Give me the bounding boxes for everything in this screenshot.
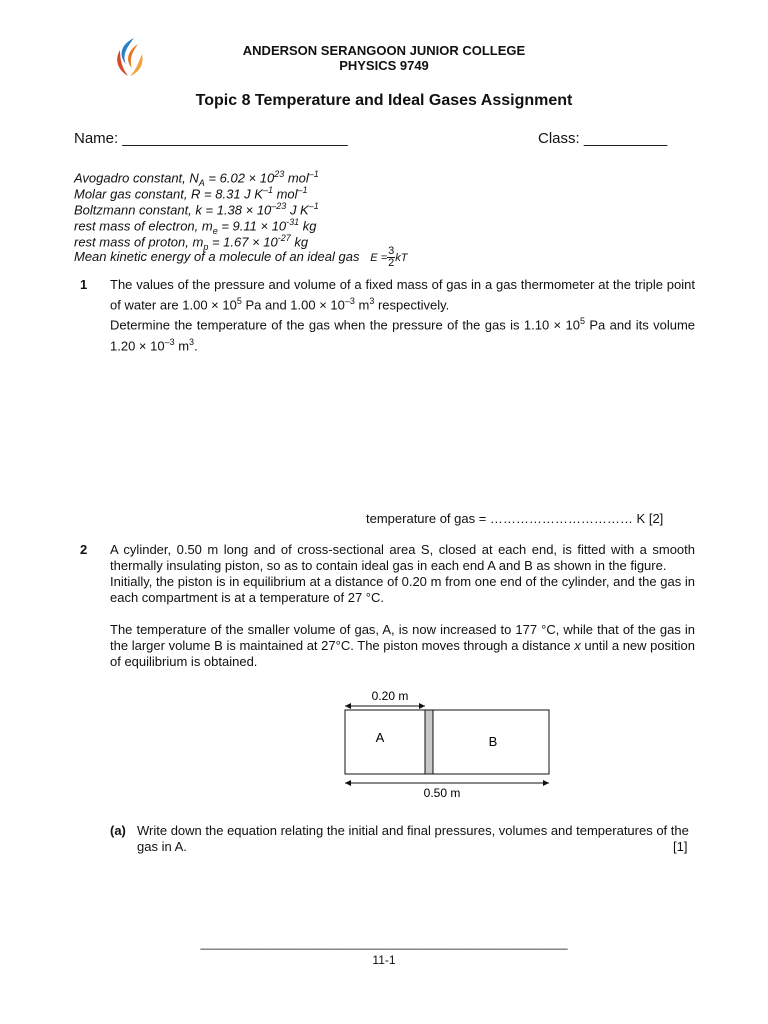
- kinetic-energy-formula: Mean kinetic energy of a molecule of an ideal gas E = $\frac{3}{2}$ kT: [74, 245, 408, 269]
- part-a-text: Write down the equation relating the initial and final pressures, volumes and temperatures of the gas in A.: [137, 823, 689, 854]
- cylinder-figure: [336, 686, 560, 802]
- proton-mass: rest mass of proton, $m_p = 1.67 \times 10^{-27}$ kg: [74, 233, 309, 252]
- school-header: [0, 43, 768, 73]
- compartment-a-label: A: [375, 730, 385, 745]
- figure-top-label: 0.20 m: [371, 689, 409, 703]
- part-a-marks: [1]: [673, 839, 688, 854]
- footer-rule: _______________________________________________________: [200, 936, 568, 950]
- fraction: $\frac{3}{2}$: [388, 245, 395, 269]
- question-2-para1: A cylinder, 0.50 m long and of cross-sectional area S, closed at each end, is fitted with a smooth thermally insulating piston, so as to contain ideal gas in each end A and B as shown in the figure.: [110, 542, 695, 573]
- boltzmann-constant: Boltzmann constant, $k = 1.38 \times 10^{-23}$ J $K^{-1}$: [74, 201, 319, 218]
- top-arrow-left: [345, 703, 351, 709]
- question-2-text: [110, 542, 695, 670]
- bottom-arrow-left: [345, 780, 351, 786]
- figure-bottom-label: 0.50 m: [423, 786, 461, 800]
- question-1-text: [110, 277, 695, 354]
- question-1-line1: The values of the pressure and volume of a fixed mass of gas in a gas thermometer at the triple point of water are $1.00 \times 10^5$ Pa and $1.00 \times 10^{-3}$ $m^3$ respectively.: [110, 277, 695, 313]
- molar-gas-constant: Molar gas constant, R = 8.31 J $K^{-1}$ mol$^{-1}$: [74, 185, 308, 202]
- question-2-number: 2: [80, 542, 88, 557]
- question-2-para3: The temperature of the smaller volume of gas, A, is now increased to 177 °C, while that of the gas in the larger volume B is maintained at 27°C. The piston moves through a distance x until a new position of equilibrium is obtained.: [110, 622, 695, 669]
- subject-code: PHYSICS 9749: [339, 58, 429, 73]
- question-1-number: 1: [80, 277, 88, 292]
- piston: [425, 710, 433, 774]
- question-2-para2: Initially, the piston is in equilibrium at a distance of 0.20 m from one end of the cylinder, and the gas in each compartment is at a temperature of 27 °C.: [110, 574, 695, 605]
- question-1-answer-line[interactable]: temperature of gas = …………………………… K [2]: [366, 511, 664, 526]
- avogadro-constant: Avogadro constant, $N_A = 6.02 \times 10^{23}$ mol$^{-1}$: [74, 169, 319, 188]
- page-title: Topic 8 Temperature and Ideal Gases Assignment: [195, 92, 573, 109]
- name-field[interactable]: Name: ___________________________: [74, 130, 348, 147]
- part-a-label: (a): [110, 823, 126, 838]
- bottom-arrow-right: [543, 780, 549, 786]
- page-number: 11-1: [372, 953, 396, 967]
- question-1-line2: Determine the temperature of the gas when the pressure of the gas is $1.10 \times 10^5$ Pa and its volume $1.20 \times 10^{-3}$ $m^3$.: [110, 316, 695, 353]
- electron-mass: rest mass of electron, $m_e = 9.11 \times 10^{-31}$ kg: [74, 217, 317, 236]
- compartment-b-label: B: [488, 734, 498, 749]
- top-arrow-right: [419, 703, 425, 709]
- school-name: ANDERSON SERANGOON JUNIOR COLLEGE: [242, 43, 526, 58]
- class-field[interactable]: Class: __________: [538, 130, 668, 147]
